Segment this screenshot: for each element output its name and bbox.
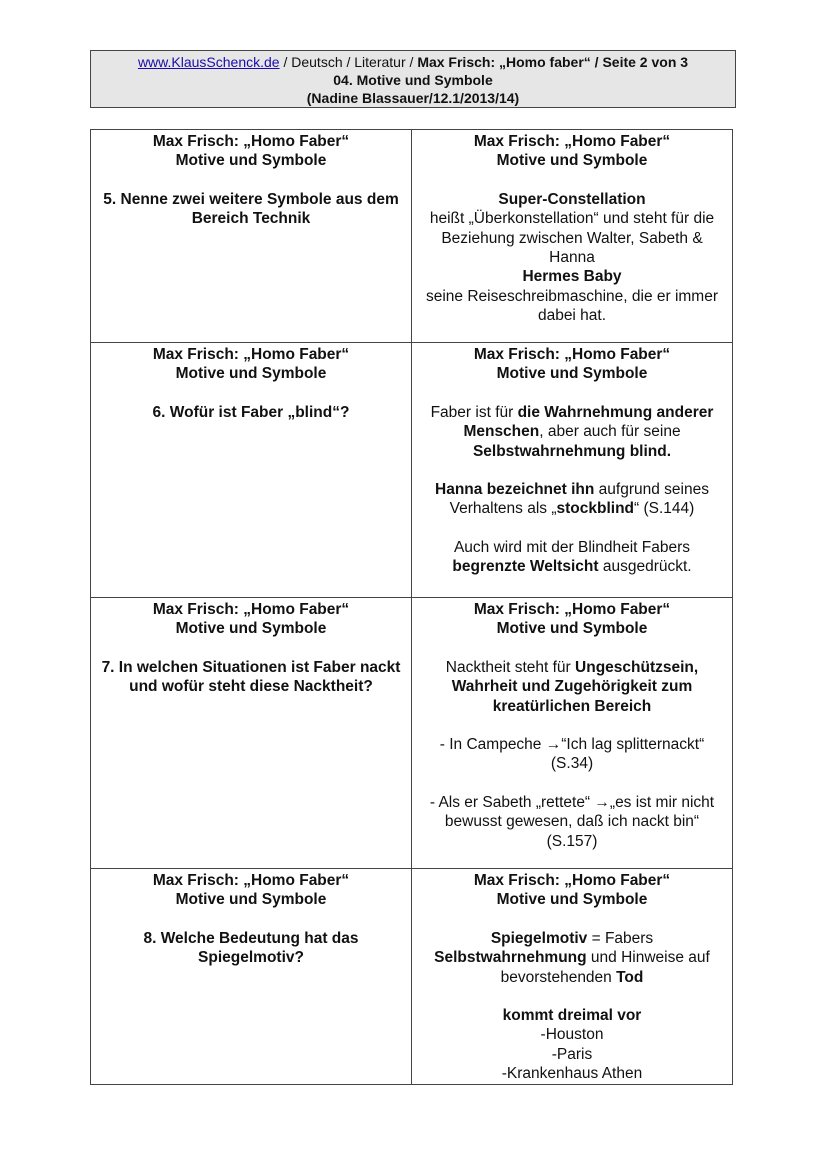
answer-paragraph: - In Campeche →“Ich lag splitternackt“ (S.34): [439, 736, 705, 773]
answer-card: [412, 130, 733, 343]
answer-card: [412, 598, 733, 869]
card-title: Max Frisch: „Homo Faber“: [152, 872, 350, 889]
card-title: Max Frisch: „Homo Faber“: [473, 872, 671, 889]
card-title: Max Frisch: „Homo Faber“: [152, 601, 350, 618]
card-title: Max Frisch: „Homo Faber“: [152, 133, 350, 150]
site-link[interactable]: www.KlausSchenck.de: [137, 54, 280, 70]
symbol-text: seine Reiseschreibmaschine, die er immer dabei hat.: [425, 287, 719, 325]
card-title: Max Frisch: „Homo Faber“: [152, 346, 350, 363]
card-row: [91, 130, 733, 343]
card-title: Max Frisch: „Homo Faber“: [473, 346, 671, 363]
card-row: [91, 343, 733, 598]
answer-card: [412, 343, 733, 598]
list-item: -Houston: [540, 1026, 604, 1044]
list-item: -Krankenhaus Athen: [501, 1065, 643, 1083]
symbol-title: Hermes Baby: [522, 268, 622, 286]
card-subtitle: Motive und Symbole: [175, 620, 327, 638]
header-subtitle: 04. Motive und Symbole: [333, 72, 493, 88]
card-subtitle: Motive und Symbole: [175, 891, 327, 909]
header-doc-title: Max Frisch: „Homo faber“ / Seite 2 von 3: [417, 54, 689, 70]
symbol-title: Super-Constellation: [498, 190, 646, 208]
header-path: / Deutsch / Literatur /: [279, 54, 418, 70]
card-subtitle: Motive und Symbole: [496, 620, 648, 638]
question-text: 7. In welchen Situationen ist Faber nackt und wofür steht diese Nacktheit?: [101, 658, 401, 696]
flashcard-table: [90, 129, 733, 1085]
card-subtitle: Motive und Symbole: [175, 365, 327, 383]
answer-paragraph: Hanna bezeichnet ihn aufgrund seines Verhaltens als „stockblind“ (S.144): [435, 481, 709, 518]
card-row: [91, 598, 733, 869]
question-text: 5. Nenne zwei weitere Symbole aus dem Bereich Technik: [103, 190, 399, 228]
document-header: [90, 50, 736, 108]
question-card: [91, 130, 412, 343]
answer-paragraph: Faber ist für die Wahrnehmung anderer Menschen, aber auch für seine Selbstwahrnehmung blind.: [430, 403, 714, 460]
question-card: [91, 598, 412, 869]
question-text: 6. Wofür ist Faber „blind“?: [152, 403, 350, 421]
card-subtitle: Motive und Symbole: [496, 365, 648, 383]
answer-paragraph: kommt dreimal vor: [502, 1007, 642, 1025]
card-title: Max Frisch: „Homo Faber“: [473, 133, 671, 150]
header-author: (Nadine Blassauer/12.1/2013/14): [306, 90, 520, 106]
question-card: [91, 869, 412, 1085]
answer-card: [412, 869, 733, 1085]
symbol-text: heißt „Überkonstellation“ und steht für die Beziehung zwischen Walter, Sabeth & Hanna: [429, 210, 715, 267]
list-item: -Paris: [551, 1045, 593, 1063]
card-subtitle: Motive und Symbole: [175, 152, 327, 170]
card-subtitle: Motive und Symbole: [496, 152, 648, 170]
question-card: [91, 343, 412, 598]
answer-paragraph: Nacktheit steht für Ungeschützsein, Wahrheit und Zugehörigkeit zum kreatürlichen Bereich: [445, 658, 699, 715]
card-title: Max Frisch: „Homo Faber“: [473, 601, 671, 618]
question-text: 8. Welche Bedeutung hat das Spiegelmotiv?: [143, 929, 359, 967]
answer-paragraph: Spiegelmotiv = Fabers Selbstwahrnehmung und Hinweise auf bevorstehenden Tod: [434, 929, 710, 986]
answer-paragraph: - Als er Sabeth „rettete“ →„es ist mir nicht bewusst gewesen, daß ich nackt bin“ (S.157): [429, 793, 715, 850]
card-subtitle: Motive und Symbole: [496, 891, 648, 909]
answer-paragraph: Auch wird mit der Blindheit Fabers begrenzte Weltsicht ausgedrückt.: [452, 538, 692, 576]
header-line-1: [91, 53, 735, 71]
card-row: [91, 869, 733, 1085]
